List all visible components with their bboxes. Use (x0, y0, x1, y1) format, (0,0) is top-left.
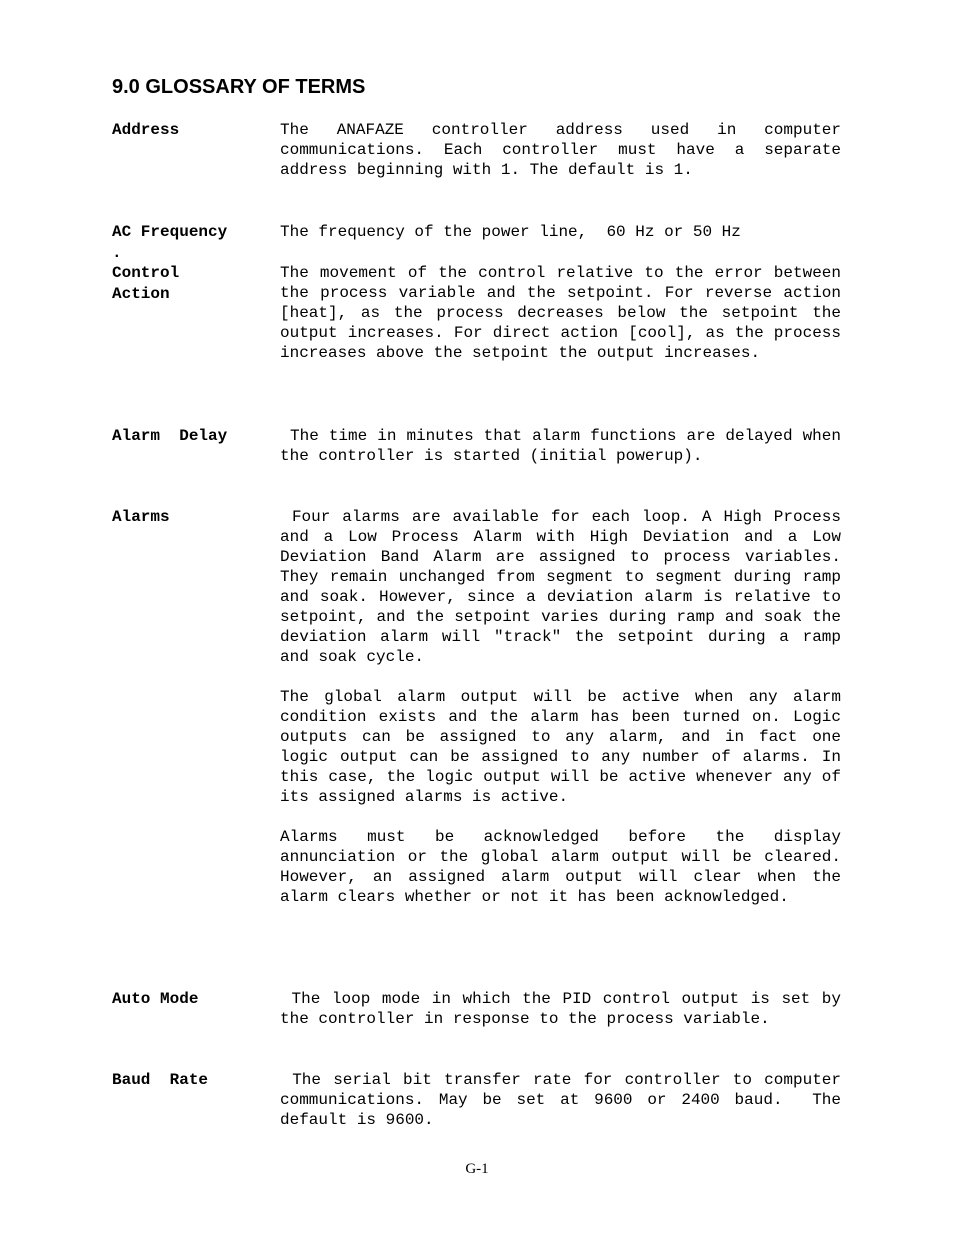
glossary-definition (280, 263, 851, 383)
definition-paragraph: The frequency of the power line, 60 Hz or 50 Hz (280, 223, 741, 241)
definition-paragraph: Four alarms are available for each loop. A High Process and a Low Process Alarm with High Deviation and a Low Deviation Band Alarm are assigned to process variables. They remain unchanged from segment to segment during ramp and soak. However, since a deviation alarm is relative to setpoint, and the setpoint varies during ramp and soak the deviation alarm will "track" the setpoint during a ramp and soak cycle. (280, 508, 851, 666)
definition-paragraph: The serial bit transfer rate for controller to computer communications. May be set at 9600 or 2400 baud. The default is 9600. (280, 1071, 851, 1129)
definition-paragraph: The time in minutes that alarm functions are delayed when the controller is started (initial powerup). (280, 427, 851, 465)
glossary-term: Control Action (112, 264, 180, 303)
page-title: 9.0 GLOSSARY OF TERMS (112, 76, 366, 98)
glossary-term: Address (112, 121, 180, 139)
glossary-term: Auto Mode (112, 990, 199, 1008)
glossary-term: Alarms (112, 508, 170, 526)
definition-paragraph: The movement of the control relative to the error between the process variable and the setpoint. For reverse action [heat], as the process decreases below the setpoint the output increases. For direct action [cool], as the process increases above the setpoint the output increases. (280, 264, 851, 362)
glossary-term: Alarm Delay (112, 427, 228, 445)
glossary-term: AC Frequency . (112, 223, 228, 262)
definition-paragraph: Alarms must be acknowledged before the display annunciation or the global alarm output will be cleared. However, an assigned alarm output will clear when the alarm clears whether or not it has been acknowledged. (280, 828, 851, 906)
glossary-definition (280, 222, 841, 262)
definition-paragraph: The global alarm output will be active when any alarm condition exists and the alarm has been turned on. Logic outputs can be assigned to any alarm, and in fact one logic output can be assigned to any number of alarms. In this case, the logic output will be active whenever any of its assigned alarms is active. (280, 688, 851, 806)
definition-paragraph: The loop mode in which the PID control output is set by the controller in response to the process variable. (280, 990, 851, 1028)
page-number: G-1 (465, 1161, 489, 1177)
glossary-term: Baud Rate (112, 1071, 209, 1089)
definition-paragraph: The ANAFAZE controller address used in computer communications. Each controller must have a separate address beginning with 1. The default is 1. (280, 121, 851, 179)
glossary-definition (280, 120, 851, 200)
glossary-definition (280, 426, 851, 486)
glossary-definition (280, 989, 851, 1049)
glossary-definition (280, 1070, 851, 1150)
glossary-definition (280, 507, 851, 927)
